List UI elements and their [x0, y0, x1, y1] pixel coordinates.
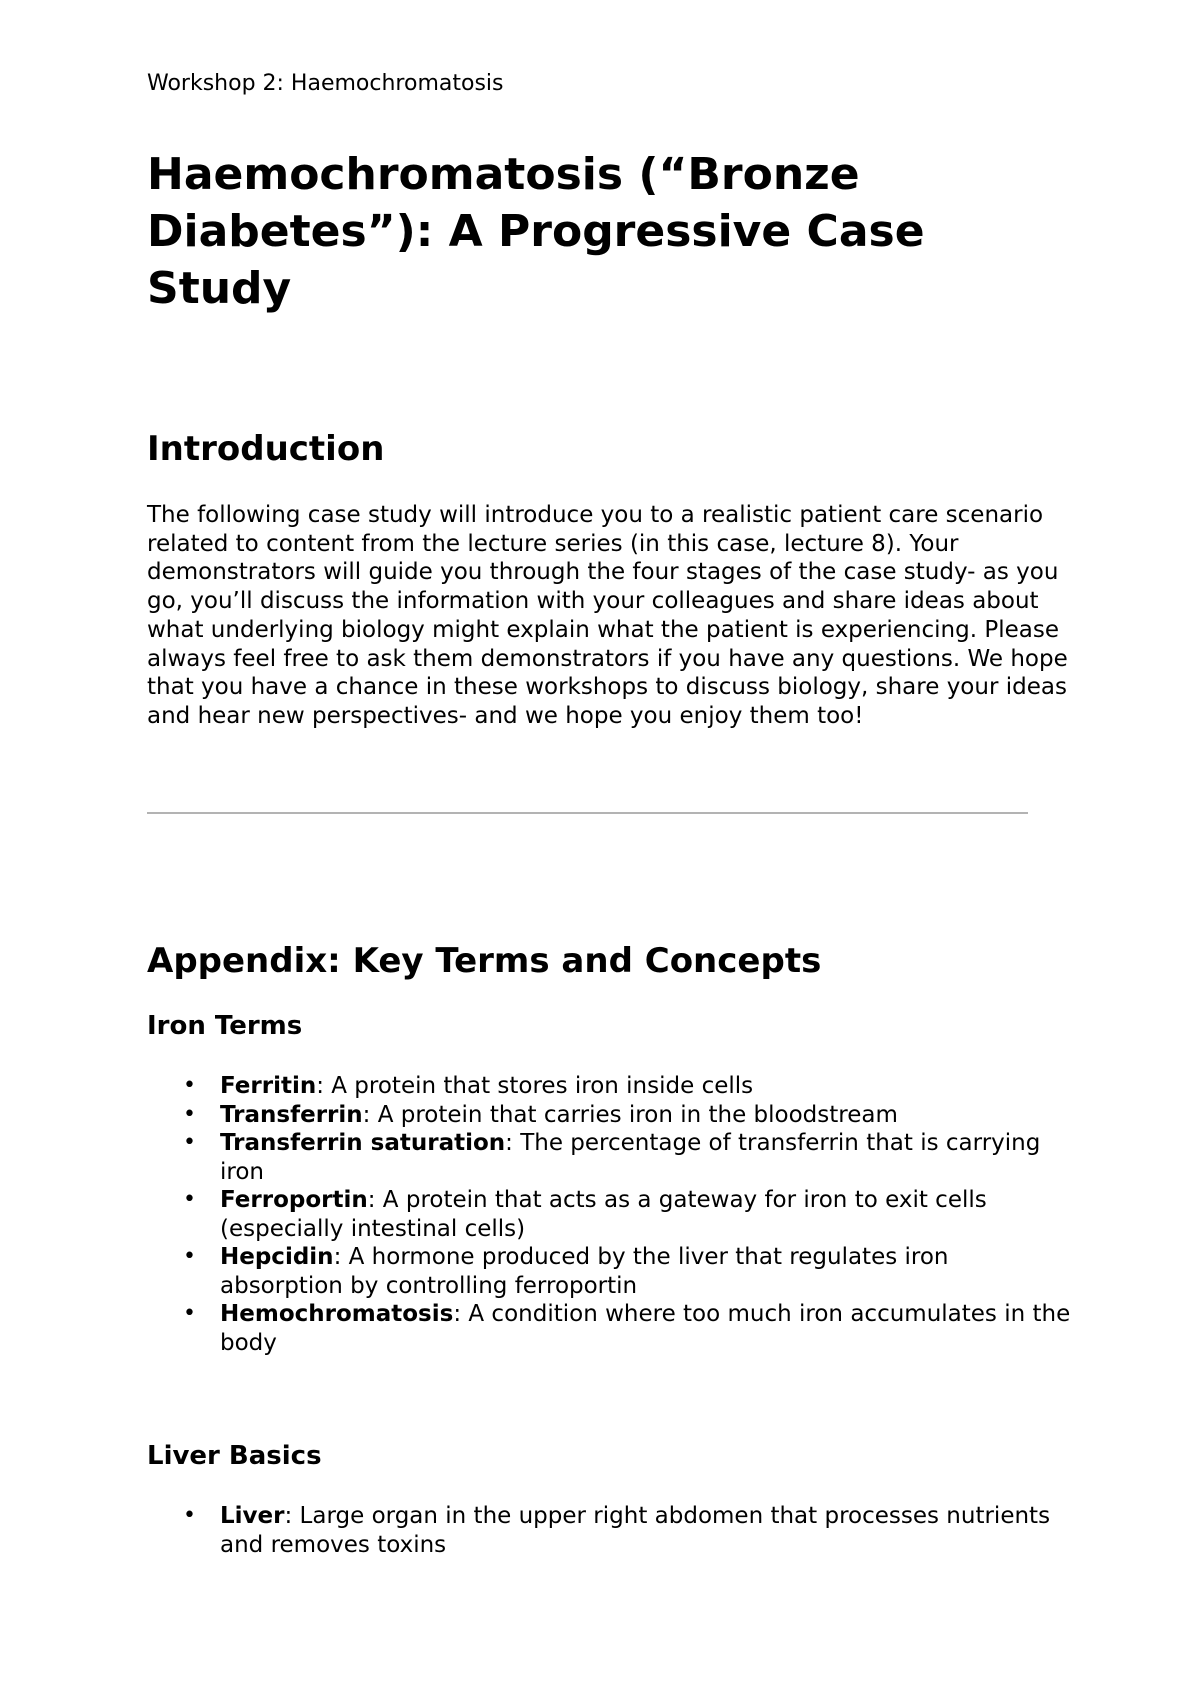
term-name: Transferrin saturation	[220, 1130, 506, 1156]
bullet-icon: •	[183, 1073, 196, 1098]
liver-basics-heading: Liver Basics	[147, 1441, 322, 1471]
list-item	[147, 1186, 1077, 1243]
bullet-icon: •	[183, 1244, 196, 1269]
running-header: Workshop 2: Haemochromatosis	[147, 71, 504, 96]
section-divider	[147, 812, 1028, 814]
term-name: Ferritin	[220, 1073, 317, 1099]
liver-terms-list	[147, 1502, 1077, 1559]
document-title: Haemochromatosis (“Bronze Diabetes”): A Progressive Case Study	[147, 149, 925, 314]
term-name: Ferroportin	[220, 1187, 368, 1213]
iron-terms-heading: Iron Terms	[147, 1011, 303, 1041]
list-item	[147, 1243, 1077, 1300]
term-definition: : Large organ in the upper right abdomen that processes nutrients and removes toxins	[220, 1503, 1051, 1558]
term-definition: : A protein that carries iron in the bloodstream	[362, 1101, 898, 1128]
term-definition: : A condition where too much iron accumulates in the body	[220, 1301, 1071, 1356]
appendix-heading: Appendix: Key Terms and Concepts	[147, 941, 822, 981]
bullet-icon: •	[183, 1187, 196, 1212]
introduction-paragraph: The following case study will introduce you to a realistic patient care scenario related to content from the lecture series (in this case, lecture 8). Your demonstrators will guide you through the four stages of the case study- as you go, you’ll discuss the information with your colleagues and share ideas about what underlying biology might explain what the patient is experiencing. Please always feel free to ask them demonstrators if you have any questions. We hope that you have a chance in these workshops to discuss biology, share your ideas and hear new perspectives- and we hope you enjoy them too!	[147, 502, 1068, 729]
list-item	[147, 1072, 1077, 1101]
term-name: Hepcidin	[220, 1244, 334, 1270]
bullet-icon: •	[183, 1130, 196, 1155]
bullet-icon: •	[183, 1301, 196, 1326]
term-name: Liver	[220, 1503, 285, 1529]
bullet-icon: •	[183, 1503, 196, 1528]
term-definition: : A protein that stores iron inside cells	[316, 1073, 754, 1099]
iron-terms-list	[147, 1072, 1077, 1357]
term-definition: : The percentage of transferrin that is carrying iron	[220, 1130, 1041, 1185]
list-item	[147, 1502, 1077, 1559]
term-definition: : A protein that acts as a gateway for iron to exit cells (especially intestinal cells)	[220, 1187, 987, 1242]
bullet-icon: •	[183, 1101, 196, 1127]
term-definition: : A hormone produced by the liver that regulates iron absorption by controlling ferroportin	[220, 1244, 949, 1299]
introduction-heading: Introduction	[147, 429, 385, 469]
term-name: Transferrin	[220, 1101, 363, 1128]
term-name: Hemochromatosis	[220, 1301, 454, 1327]
list-item	[147, 1300, 1077, 1357]
list-item	[147, 1129, 1077, 1186]
list-item	[147, 1101, 1077, 1130]
